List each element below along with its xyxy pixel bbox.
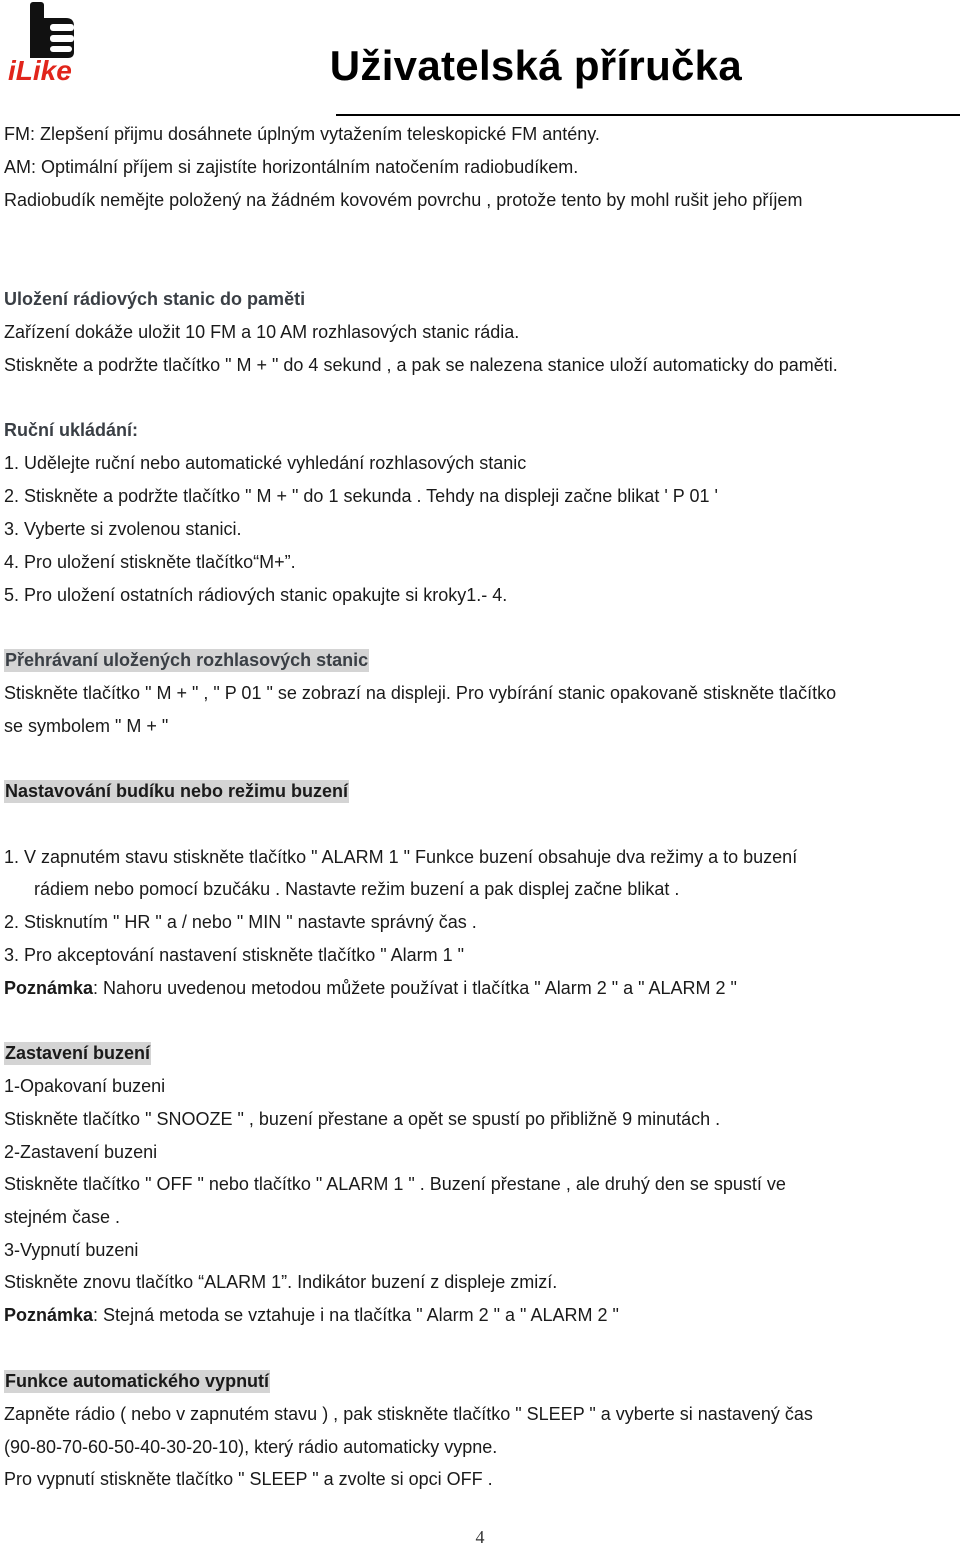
stop-sub-2: 2-Zastavení buzeni xyxy=(4,1142,158,1162)
stop-text-2-cont: stejném čase . xyxy=(4,1207,121,1227)
playback-line-2: se symbolem " M + " xyxy=(4,716,169,736)
stop-sub-1: 1-Opakovaní buzeni xyxy=(4,1076,166,1096)
sleep-line-1: Zapněte rádio ( nebo v zapnutém stavu ) , pak stiskněte tlačítko " SLEEP " a vyberte si nastavený čas xyxy=(4,1404,813,1424)
alarm-step-3: 3. Pro akceptování nastavení stiskněte tlačítko " Alarm 1 " xyxy=(4,945,465,965)
header-rule xyxy=(336,114,960,116)
reception-fm: FM: Zlepšení přijmu dosáhnete úplným vytažením teleskopické FM antény. xyxy=(4,124,600,144)
manual-step-4: 4. Pro uložení stiskněte tlačítko“M+”. xyxy=(4,552,296,572)
logo-wordmark: iLike xyxy=(8,55,72,84)
manual-step-3: 3. Vyberte si zvolenou stanici. xyxy=(4,519,242,539)
alarm-heading: Nastavování budíku nebo režimu buzení xyxy=(5,781,349,801)
sleep-line-2: (90-80-70-60-50-40-30-20-10), který rádio automaticky vypne. xyxy=(4,1437,498,1457)
alarm-note: Poznámka: Nahoru uvedenou metodou můžete používat i tlačítka " Alarm 2 " a " ALARM 2 " xyxy=(4,978,737,998)
stop-heading: Zastavení buzení xyxy=(5,1043,151,1063)
stop-text-3: Stiskněte znovu tlačítko “ALARM 1”. Indikátor buzení z displeje zmizí. xyxy=(4,1272,558,1292)
reception-metal: Radiobudík nemějte položený na žádném kovovém povrchu , protože tento by mohl rušit jeho příjem xyxy=(4,190,803,210)
alarm-step-1-cont: rádiem nebo pomocí bzučáku . Nastavte režim buzení a pak displej začne blikat . xyxy=(34,879,680,899)
playback-heading: Přehrávaní uložených rozhlasových stanic xyxy=(5,650,369,670)
page-title: Uživatelská příručka xyxy=(329,42,742,89)
store-auto: Stiskněte a podržte tlačítko " M + " do 4 sekund , a pak se nalezena stanice uloží automaticky do paměti. xyxy=(4,355,838,375)
store-heading: Uložení rádiových stanic do paměti xyxy=(4,289,306,309)
stop-sub-3: 3-Vypnutí buzeni xyxy=(4,1240,139,1260)
alarm-step-1: 1. V zapnutém stavu stiskněte tlačítko " ALARM 1 " Funkce buzení obsahuje dva režimy a to buzení xyxy=(4,847,798,867)
stop-note: Poznámka: Stejná metoda se vztahuje i na tlačítka " Alarm 2 " a " ALARM 2 " xyxy=(4,1305,619,1325)
ilike-logo xyxy=(6,2,94,84)
playback-line-1: Stiskněte tlačítko " M + " , " P 01 " se zobrazí na displeji. Pro vybírání stanic opakovaně stiskněte tlačítko xyxy=(4,683,837,703)
stop-text-2: Stiskněte tlačítko " OFF " nebo tlačítko " ALARM 1 " . Buzení přestane , ale druhý den se spustí ve xyxy=(4,1174,786,1194)
stop-text-1: Stiskněte tlačítko " SNOOZE " , buzení přestane a opět se spustí po přibližně 9 minutách . xyxy=(4,1109,721,1129)
reception-am: AM: Optimální příjem si zajistíte horizontálním natočením radiobudíkem. xyxy=(4,157,579,177)
sleep-heading: Funkce automatického vypnutí xyxy=(5,1371,270,1391)
sleep-line-3: Pro vypnutí stiskněte tlačítko " SLEEP " a zvolte si opci OFF . xyxy=(4,1469,493,1489)
note-label: Poznámka xyxy=(4,1305,94,1325)
note-label: Poznámka xyxy=(4,978,94,998)
manual-step-1: 1. Udělejte ruční nebo automatické vyhledání rozhlasových stanic xyxy=(4,453,527,473)
manual-heading: Ruční ukládání: xyxy=(4,420,139,440)
store-capacity: Zařízení dokáže uložit 10 FM a 10 AM rozhlasových stanic rádia. xyxy=(4,322,520,342)
page-number: 4 xyxy=(475,1527,485,1547)
thumbs-up-icon xyxy=(6,2,94,84)
manual-step-5: 5. Pro uložení ostatních rádiových stanic opakujte si kroky1.- 4. xyxy=(4,585,508,605)
manual-step-2: 2. Stiskněte a podržte tlačítko " M + " do 1 sekunda . Tehdy na displeji začne blikat ' P 01 ' xyxy=(4,486,718,506)
alarm-step-2: 2. Stisknutím " HR " a / nebo " MIN " nastavte správný čas . xyxy=(4,912,477,932)
